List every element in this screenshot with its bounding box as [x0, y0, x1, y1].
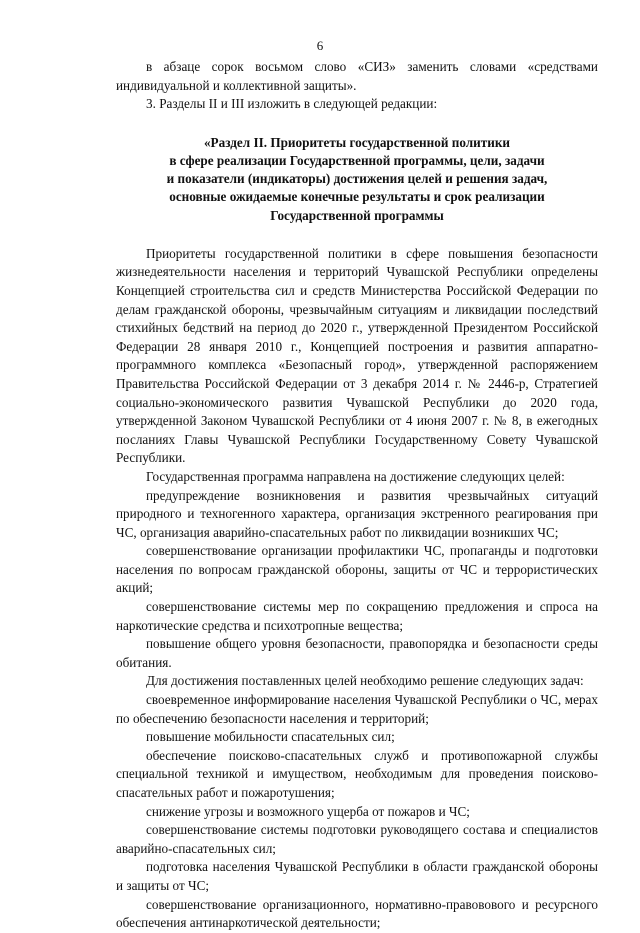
goal-item: совершенствование организации профилактики ЧС, пропаганды и подготовки населения по вопросам гражданской обороны, защиты от ЧС и террористических акций; — [116, 543, 598, 596]
task-item: совершенствование системы подготовки руководящего состава и специалистов аварийно-спасательных сил; — [116, 822, 598, 856]
goal-item: повышение общего уровня безопасности, правопорядка и безопасности среды обитания. — [116, 636, 598, 670]
page-number: 6 — [316, 38, 324, 53]
task-item: повышение мобильности спасательных сил; — [146, 729, 395, 745]
task-item: своевременное информирование населения Чувашской Республики о ЧС, мерах по обеспечению безопасности населения и территорий; — [116, 692, 598, 726]
section-heading-line: основные ожидаемые конечные результаты и срок реализации — [169, 189, 545, 205]
goal-item: предупреждение возникновения и развития чрезвычайных ситуаций природного и техногенного характера, организация экстренного реагирования при ЧС, организация аварийно-спасательных работ по ликвидации возникших ЧС; — [116, 487, 598, 540]
section-heading-line: Государственной программы — [270, 207, 444, 223]
intro-paragraph: 3. Разделы II и III изложить в следующей редакции: — [146, 96, 438, 112]
document-body — [116, 58, 598, 933]
body-paragraph: Приоритеты государственной политики в сфере повышения безопасности жизнедеятельности населения и территорий Чувашской Республики определены Концепцией строительства сил и средств Министерства Российской Федерации по делам гражданской обороны, чрезвычайным ситуациям и ликвидации последствий стихийных бедствий на период до 2020 г., утвержденной Президентом Российской Федерации 28 января 2010 г., Концепцией построения и развития аппаратно-программного комплекса «Безопасный город», утвержденной распоряжением Правительства Российской Федерации от 3 декабря 2014 г. № 2446-р, Стратегией социально-экономического развития Чувашской Республики до 2020 года, утвержденной Законом Чувашской Республики от 4 июня 2007 г. № 8, в ежегодных посланиях Главы Чувашской Республики Государственному Совету Чувашской Республики. — [116, 245, 598, 466]
section-heading-line: и показатели (индикаторы) достижения целей и решения задач, — [166, 171, 548, 187]
task-item: снижение угрозы и возможного ущерба от пожаров и ЧС; — [146, 803, 470, 819]
goal-item: совершенствование системы мер по сокращению предложения и спроса на наркотические средства и психотропные вещества; — [116, 599, 598, 633]
body-paragraph: Для достижения поставленных целей необходимо решение следующих задач: — [146, 673, 584, 689]
section-heading-line: «Раздел II. Приоритеты государственной политики — [203, 134, 511, 150]
section-heading-line: в сфере реализации Государственной программы, цели, задачи — [169, 152, 545, 168]
section-heading — [116, 134, 598, 225]
task-item: подготовка населения Чувашской Республики в области гражданской обороны и защиты от ЧС; — [116, 859, 598, 893]
intro-paragraph: в абзаце сорок восьмом слово «СИЗ» заменить словами «средствами индивидуальной и коллективной защиты». — [116, 59, 598, 93]
body-paragraph: Государственная программа направлена на достижение следующих целей: — [146, 468, 565, 484]
task-item: совершенствование организационного, нормативно-правовового и ресурсного обеспечения антинаркотической деятельности; — [116, 896, 598, 931]
task-item: обеспечение поисково-спасательных служб и противопожарной службы специальной техникой и имуществом, необходимым для проведения поисково-спасательных работ и пожаротушения; — [116, 747, 598, 801]
